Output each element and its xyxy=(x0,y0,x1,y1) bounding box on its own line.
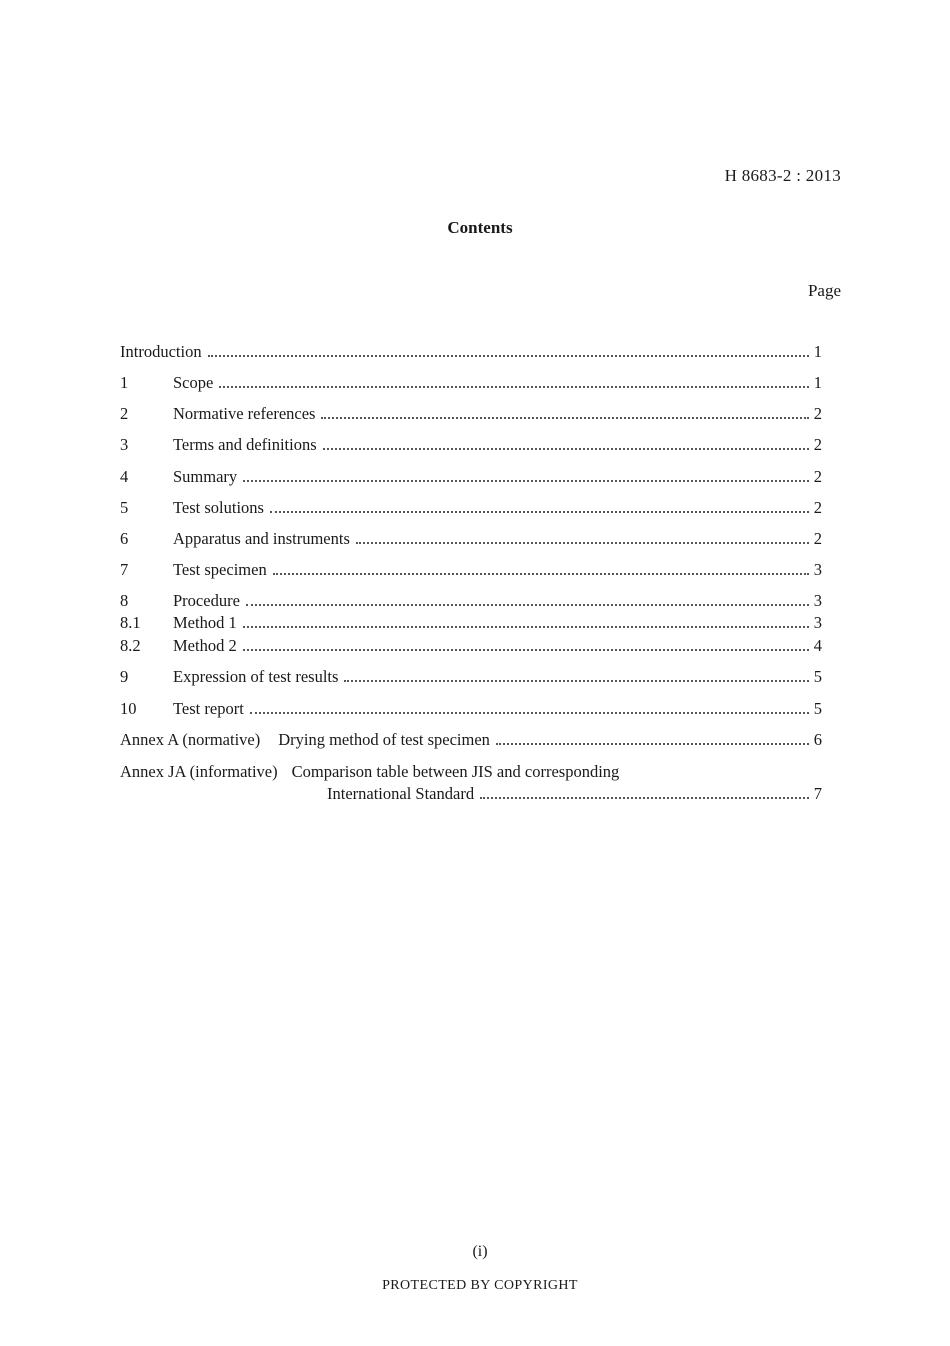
toc-label: Introduction xyxy=(120,342,202,361)
toc-entry[interactable] xyxy=(120,612,822,634)
toc-page: 2 xyxy=(813,404,822,423)
page-title: Contents xyxy=(447,218,513,237)
toc-entry[interactable] xyxy=(120,698,822,720)
toc-label: Test solutions xyxy=(173,498,264,517)
toc-entry[interactable] xyxy=(120,434,822,456)
leader-dots xyxy=(208,354,809,357)
toc-entry-introduction[interactable] xyxy=(120,341,822,363)
toc-number: 5 xyxy=(120,498,129,517)
toc-page: 2 xyxy=(813,467,822,486)
toc-number: 8.2 xyxy=(120,636,141,655)
toc-label: Summary xyxy=(173,467,238,486)
leader-dots xyxy=(243,479,809,482)
toc-number: 9 xyxy=(120,667,129,686)
toc-entry-annex-ja[interactable] xyxy=(120,761,619,783)
annex-title: Drying method of test specimen xyxy=(278,730,490,749)
toc-entry[interactable] xyxy=(120,590,822,612)
leader-dots xyxy=(246,603,809,606)
toc-entry-annex-a[interactable] xyxy=(120,729,822,751)
toc-page: 2 xyxy=(813,435,822,454)
toc-entry[interactable] xyxy=(120,635,822,657)
leader-dots xyxy=(496,742,809,745)
toc-page: 7 xyxy=(813,784,822,803)
toc-number: 8 xyxy=(120,591,129,610)
toc-page: 6 xyxy=(813,730,822,749)
toc-label: Apparatus and instruments xyxy=(173,529,350,548)
annex-title-continued: International Standard xyxy=(327,784,475,803)
toc-page: 1 xyxy=(813,373,822,392)
toc-page: 2 xyxy=(813,529,822,548)
leader-dots xyxy=(321,416,809,419)
toc-page: 3 xyxy=(813,613,822,632)
toc-number: 1 xyxy=(120,373,129,392)
leader-dots xyxy=(344,679,809,682)
annex-label: Annex A (normative) xyxy=(120,730,261,749)
leader-dots xyxy=(273,572,809,575)
leader-dots xyxy=(356,541,809,544)
toc-label: Test specimen xyxy=(173,560,267,579)
toc-label: Terms and definitions xyxy=(173,435,317,454)
leader-dots xyxy=(219,385,809,388)
toc-number: 7 xyxy=(120,560,129,579)
toc-number: 6 xyxy=(120,529,129,548)
toc-page: 3 xyxy=(813,591,822,610)
annex-title: Comparison table between JIS and corresponding xyxy=(291,762,620,781)
toc-label: Method 1 xyxy=(173,613,237,632)
toc-page: 4 xyxy=(813,636,822,655)
leader-dots xyxy=(243,625,809,628)
toc-number: 3 xyxy=(120,435,129,454)
toc-page: 2 xyxy=(813,498,822,517)
page-column-label: Page xyxy=(807,281,841,300)
toc-entry[interactable] xyxy=(120,466,822,488)
toc-entry-annex-ja-continued[interactable] xyxy=(327,783,822,805)
toc-label: Normative references xyxy=(173,404,316,423)
toc-entry[interactable] xyxy=(120,528,822,550)
page-folio: (i) xyxy=(472,1243,488,1260)
toc-label: Test report xyxy=(173,699,244,718)
leader-dots xyxy=(480,796,809,799)
toc-number: 4 xyxy=(120,467,129,486)
annex-label: Annex JA (informative) xyxy=(120,762,278,781)
toc-label: Expression of test results xyxy=(173,667,339,686)
leader-dots xyxy=(323,447,809,450)
toc-label: Method 2 xyxy=(173,636,237,655)
toc-entry[interactable] xyxy=(120,666,822,688)
copyright-notice: PROTECTED BY COPYRIGHT xyxy=(382,1278,578,1293)
toc-label: Procedure xyxy=(173,591,240,610)
leader-dots xyxy=(250,711,809,714)
toc-entry[interactable] xyxy=(120,403,822,425)
toc-number: 2 xyxy=(120,404,129,423)
toc-entry[interactable] xyxy=(120,559,822,581)
toc-page: 5 xyxy=(813,667,822,686)
toc-page: 1 xyxy=(813,342,822,361)
toc-page: 3 xyxy=(813,560,822,579)
toc-label: Scope xyxy=(173,373,214,392)
toc-entry[interactable] xyxy=(120,372,822,394)
toc-entry[interactable] xyxy=(120,497,822,519)
leader-dots xyxy=(243,648,809,651)
toc-page: 5 xyxy=(813,699,822,718)
toc-number: 8.1 xyxy=(120,613,141,632)
toc-number: 10 xyxy=(120,699,137,718)
leader-dots xyxy=(270,510,809,513)
standard-id: H 8683-2 : 2013 xyxy=(724,166,841,185)
